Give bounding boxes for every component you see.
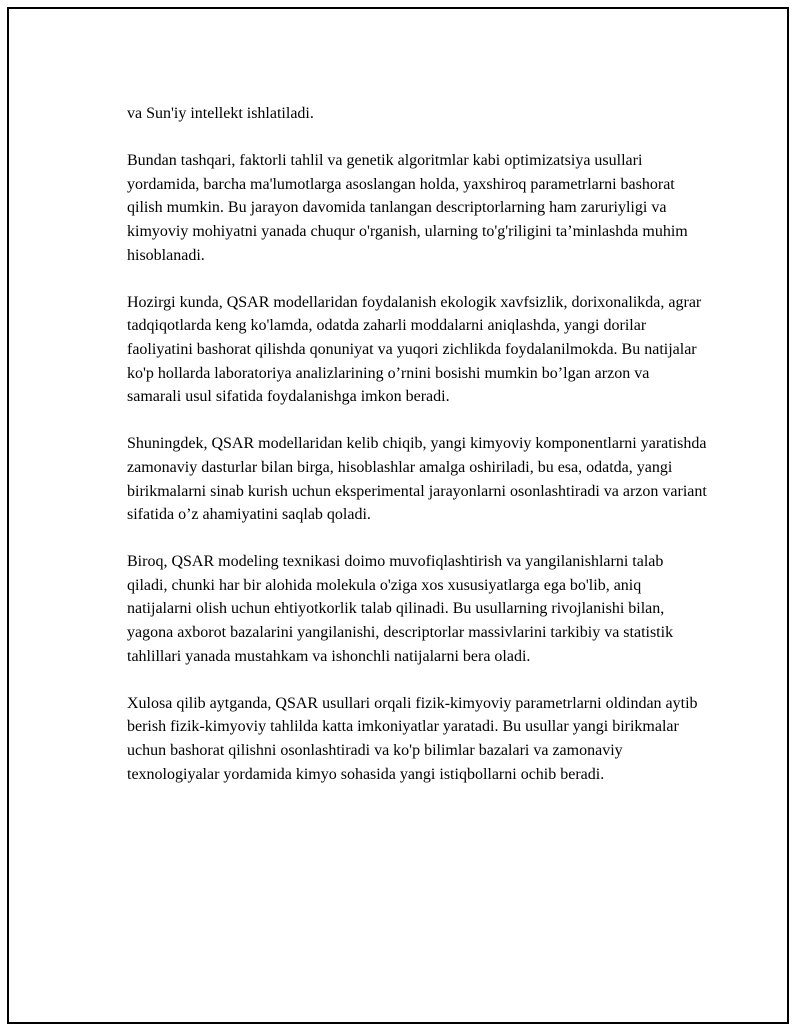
paragraph-3: Hozirgi kunda, QSAR modellaridan foydalanish ekologik xavfsizlik, dorixonalikda, agrar tadqiqotlarda keng ko'lamda, odatda zaharli moddalarni aniqlashda, yangi dorilar faoliyatini bashorat qilishda qonuniyat va yuqori zichlikda foydalanilmokda. Bu natijalar ko'p hollarda laboratoriya analizlarining o’rnini bosishi mumkin bo’lgan arzon va samarali usul sifatida foydalanishga imkon beradi.: [127, 293, 702, 406]
paragraph-5: Biroq, QSAR modeling texnikasi doimo muvofiqlashtirish va yangilanishlarni talab qiladi, chunki har bir alohida molekula o'ziga xos xususiyatlarga ega bo'lib, aniq natijalarni olish uchun ehtiyotkorlik talab qilinadi. Bu usullarning rivojlanishi bilan, yagona axborot bazalarini yangilanishi, descriptorlar massivlarini tarkibiy va statistik tahlillari yanada mustahkam va ishonchli natijalarni bera oladi.: [127, 553, 674, 665]
paragraph-6: Xulosa qilib aytganda, QSAR usullari orqali fizik-kimyoviy parametrlarni oldindan aytib berish fizik-kimyoviy tahlilda katta imkoniyatlar yaratadi. Bu usullar yangi birikmalar uchun bashorat qilishni osonlashtiradi va ko'p bilimlar bazalari va zamonaviy texnologiyalar yordamida kimyo sohasida yangi istiqbollarni ochib beradi.: [127, 694, 698, 783]
paragraph-2: Bundan tashqari, faktorli tahlil va genetik algoritmlar kabi optimizatsiya usullari yordamida, barcha ma'lumotlarga asoslangan holda, yaxshiroq parametrlarni bashorat qilish mumkin. Bu jarayon davomida tanlangan descriptorlarning ham zaruriyligi va kimyoviy mohiyatni yanada chuqur o'rganish, ularning to'g'riligini ta’minlashda muhim hisoblanadi.: [127, 152, 688, 264]
paragraph-1: va Sun'iy intellekt ishlatiladi.: [127, 105, 314, 122]
paragraph-4: Shuningdek, QSAR modellaridan kelib chiqib, yangi kimyoviy komponentlarni yaratishda zamonaviy dasturlar bilan birga, hisoblashlar amalga oshiriladi, bu esa, odatda, yangi birikmalarni sinab kurish uchun eksperimental jarayonlarni osonlashtiradi va arzon variant sifatida o’z ahamiyatini saqlab qoladi.: [127, 435, 707, 524]
document-body: [127, 102, 707, 786]
page-frame: [7, 7, 789, 1024]
